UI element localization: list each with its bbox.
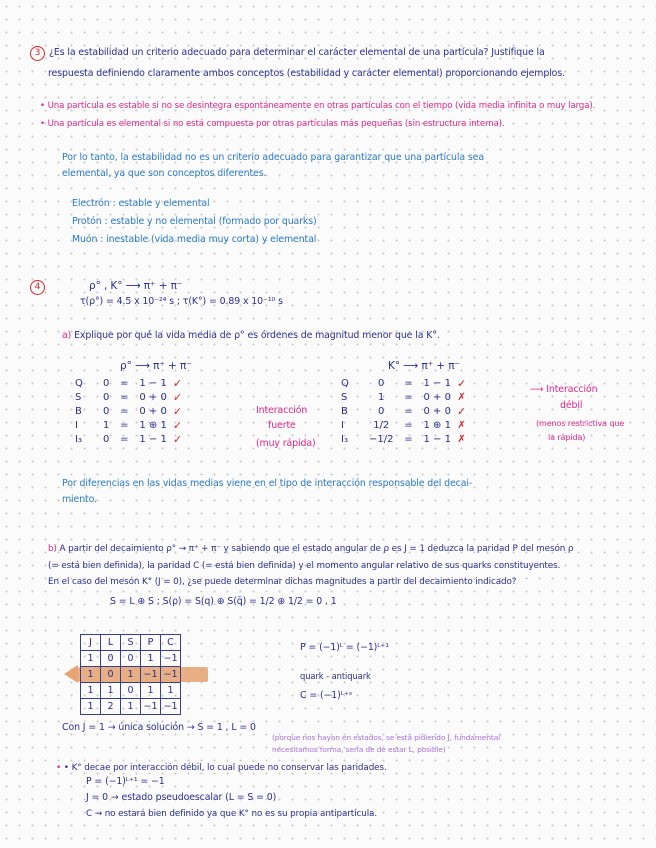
initial-value: 0 (378, 405, 385, 417)
quantity-symbol: Q (75, 377, 83, 389)
equals-sign: = (120, 405, 129, 417)
initial-value: 0 (378, 377, 385, 389)
conservation-mark: ✓ (456, 404, 467, 418)
table-cell: −1 (141, 667, 161, 683)
k-pseudoscalar: J = 0 → estado pseudoescalar (L = S = 0) (86, 792, 277, 803)
initial-value: −1/2 (369, 433, 394, 445)
rho-conclusion: Con J = 1 → única solución → S = 1 , L = 0 (62, 722, 256, 733)
c-parity-formula: C = (−1)ᴸ⁺ˢ (300, 690, 353, 701)
table-cell: 1 (141, 651, 161, 667)
quantity-symbol: S (341, 391, 348, 403)
initial-value: 0 (103, 405, 110, 417)
table-cell: 1 (81, 683, 101, 699)
equals-sign: = (120, 377, 129, 389)
k-note-fast: la rápida) (548, 433, 586, 442)
table-row (81, 667, 181, 683)
equals-sign: = (404, 377, 413, 389)
table-cell: 0 (121, 683, 141, 699)
k-c-parity: C → no estará bien definido ya que K° no es su propia antipartícula. (86, 809, 378, 819)
conservation-mark: ✗ (457, 391, 466, 403)
rho-row (72, 376, 185, 390)
k-row (338, 432, 469, 446)
k-row (338, 418, 469, 432)
final-value: 1 − 1 (423, 433, 451, 445)
table-cell: 1 (161, 683, 181, 699)
table-header-row (81, 635, 181, 651)
part-b-line1: b) A partir del decaimiento ρ° → π⁺ + π⁻ y sabiendo que el estado angular de ρ es J = 1 deduzca la paridad P del mesón ρ (48, 544, 574, 554)
table-cell: 0 (101, 667, 121, 683)
question-number-4: 4 (30, 280, 45, 295)
table-cell: 1 (81, 651, 101, 667)
rho-row (72, 404, 185, 418)
lifetimes: τ(ρ°) = 4.5 x 10⁻²⁴ s ; τ(K°) = 0.89 x 10⁻¹⁰ s (80, 296, 283, 307)
initial-value: 0 (103, 391, 110, 403)
quantity-symbol: B (75, 405, 82, 417)
q3-conclusion-line2: elemental, ya que son conceptos diferentes. (62, 168, 267, 179)
conservation-mark: ✗ (457, 433, 466, 445)
table-cell: 1 (81, 699, 101, 715)
initial-value: 0 (103, 377, 110, 389)
table-header-cell: J (81, 635, 101, 651)
equals-sign: = (404, 405, 413, 417)
final-value: 1 − 1 (423, 377, 451, 389)
table-cell: −1 (141, 699, 161, 715)
question-4-reaction: 4 ρ° , K° ⟶ π⁺ + π⁻ (30, 280, 182, 295)
highlight-arrow (64, 665, 78, 683)
rho-note-strong: fuerte (268, 420, 296, 431)
example-electron: Electrón : estable y elemental (72, 198, 210, 209)
side-note-line2: necesitamos forma, sería de de estar L, posible) (272, 745, 446, 754)
initial-value: 1 (378, 391, 385, 403)
final-value: 1 ⊕ 1 (423, 419, 451, 431)
question-number-3: 3 (30, 46, 45, 61)
table-cell: 2 (101, 699, 121, 715)
rho-row (72, 390, 185, 404)
lifetime-difference-line1: Por diferencias en las vidas medias viene en el tipo de interacción responsable del decai- (62, 478, 473, 489)
k-row (338, 376, 469, 390)
table-cell: 0 (121, 651, 141, 667)
equals-sign: = (120, 433, 129, 445)
rho-note-interaction: Interacción (256, 405, 308, 416)
spin-coupling: S = L ⊕ S ; S(ρ) = S(q) ⊕ S(q̄) = 1/2 ⊕ 1/2 = 0 , 1 (110, 596, 337, 607)
k-row (338, 404, 469, 418)
table-cell: −1 (161, 651, 181, 667)
question-3-line1: 3 ¿Es la estabilidad un criterio adecuado para determinar el carácter elemental de una partícula? Justifique la (30, 46, 545, 61)
quantity-symbol: Q (341, 377, 349, 389)
table-cell: 1 (101, 683, 121, 699)
elemental-definition: • Una partícula es elemental si no está compuesta por otras partículas más pequeñas (sin estructura interna). (40, 119, 505, 129)
equals-sign: = (404, 433, 413, 445)
quantity-symbol: S (75, 391, 82, 403)
quark-antiquark-label: quark - antiquark (300, 671, 371, 681)
quantity-symbol: I₃ (75, 433, 82, 445)
table-cell: 0 (101, 651, 121, 667)
final-value: 0 + 0 (139, 391, 167, 403)
table-header-cell: S (121, 635, 141, 651)
rho-note-fast: (muy rápida) (256, 438, 316, 449)
conservation-mark: ✓ (456, 376, 467, 390)
example-muon: Muón : inestable (vida media muy corta) y elemental (72, 234, 317, 245)
table-cell: 1 (81, 667, 101, 683)
table-row (81, 683, 181, 699)
final-value: 1 − 1 (139, 377, 167, 389)
final-value: 0 + 0 (423, 405, 451, 417)
rho-quantum-numbers (72, 376, 185, 446)
table-cell: 1 (141, 683, 161, 699)
conservation-mark: ✓ (172, 432, 183, 446)
table-header-cell: L (101, 635, 121, 651)
conservation-mark: ✓ (172, 390, 183, 404)
k-quantum-numbers (338, 376, 469, 446)
initial-value: 1/2 (373, 419, 390, 431)
part-b-line2: (= está bien definida), la paridad C (= está bien definida) y el momento angular relativo de sus quarks constituyentes. (48, 561, 561, 571)
conservation-mark: ✓ (172, 418, 183, 432)
table-cell: 1 (121, 699, 141, 715)
k-note-less-restrictive: (menos restrictiva que (536, 419, 625, 428)
k-note-interaction: ⟶ Interacción (530, 384, 598, 395)
table-row (81, 699, 181, 715)
conservation-mark: ✓ (172, 376, 183, 390)
table-cell: −1 (161, 699, 181, 715)
final-value: 0 + 0 (139, 405, 167, 417)
k-row (338, 390, 469, 404)
quantity-symbol: B (341, 405, 348, 417)
part-a-statement: a) Explique por qué la vida media de ρ° es órdenes de magnitud menor que la K°. (62, 330, 440, 341)
rho-row (72, 418, 185, 432)
q3-conclusion-line1: Por lo tanto, la estabilidad no es un criterio adecuado para garantizar que una partícula sea (62, 152, 484, 163)
stable-definition: • Una partícula es estable si no se desintegra espontáneamente en otras partículas con el tiempo (vida media infinita o muy larga). (40, 101, 596, 111)
table-header-cell: C (161, 635, 181, 651)
k-weak-decay-note: • • K° decae por interacción débil, lo cual puede no conservar las paridades. (56, 763, 387, 773)
initial-value: 0 (103, 433, 110, 445)
quantity-symbol: I (75, 419, 78, 431)
conservation-mark: ✓ (172, 404, 183, 418)
equals-sign: = (120, 391, 129, 403)
k-decay-header: K° ⟶ π⁺ + π⁻ (388, 360, 460, 372)
table-header-cell: P (141, 635, 161, 651)
table-cell: 1 (121, 667, 141, 683)
equals-sign: = (404, 391, 413, 403)
equals-sign: = (404, 419, 413, 431)
k-parity: P = (−1)ᴸ⁺¹ = −1 (86, 776, 165, 787)
side-note-line1: (porque nos hayan en estados, se está pidiendo J, fundamental (272, 733, 501, 742)
final-value: 1 − 1 (139, 433, 167, 445)
table-cell: −1 (161, 667, 181, 683)
part-b-line3: En el caso del mesón K° (J = 0), ¿se puede determinar dichas magnitudes a partir del decaimiento indicado? (48, 577, 517, 587)
table-row (81, 651, 181, 667)
lifetime-difference-line2: miento. (62, 494, 97, 505)
rho-row (72, 432, 185, 446)
example-proton: Protón : estable y no elemental (formado por quarks) (72, 216, 317, 227)
question-3-line2: respuesta definiendo claramente ambos conceptos (estabilidad y carácter elemental) proporcionando ejemplos. (48, 68, 565, 79)
k-note-weak: débil (560, 400, 583, 411)
parity-formula: P = (−1)ᴸ = (−1)ᴸ⁺¹ (300, 642, 389, 653)
quantity-symbol: I (341, 419, 344, 431)
equals-sign: = (120, 419, 129, 431)
quantity-symbol: I₃ (341, 433, 348, 445)
final-value: 1 ⊕ 1 (139, 419, 167, 431)
jlspc-table (80, 634, 181, 715)
rho-decay-header: ρ° ⟶ π⁺ + π⁻ (120, 360, 192, 372)
final-value: 0 + 0 (423, 391, 451, 403)
conservation-mark: ✗ (457, 419, 466, 431)
initial-value: 1 (103, 419, 110, 431)
